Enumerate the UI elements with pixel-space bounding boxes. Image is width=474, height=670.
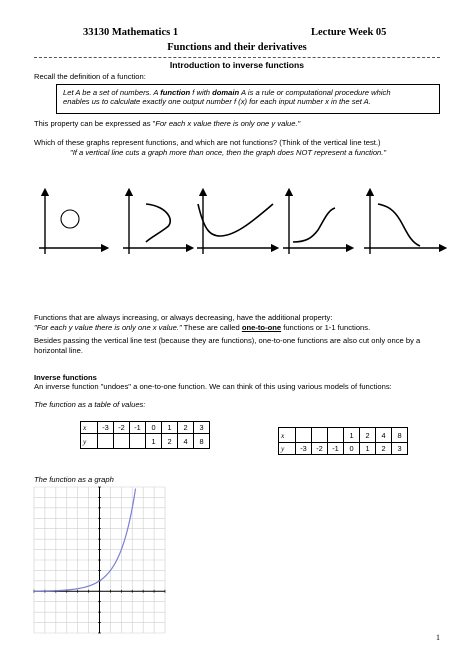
inverse-text: An inverse function "undoes" a one-to-one function. We can think of this using various models of functions:: [34, 382, 392, 391]
table-row-x: [81, 422, 210, 434]
table-cell: 8: [392, 428, 408, 443]
definition-box: [56, 84, 440, 114]
besides-line-1: Besides passing the vertical line test (because they are functions), one-to-one functions are also cut only once by a: [34, 336, 421, 345]
page-number: 1: [436, 633, 440, 642]
always-text: Functions that are always increasing, or always decreasing, have the additional property:: [34, 313, 333, 322]
definition-line-2: enables us to calculate exactly one output number f (x) for each input number x in the set A.: [63, 97, 371, 107]
table-cell: -2: [114, 422, 130, 434]
table-cell: -3: [296, 443, 312, 455]
doc-subtitle: Functions and their derivatives: [167, 42, 307, 53]
vertical-line-test: "If a vertical line cuts a graph more than once, then the graph does NOT represent a function.": [70, 148, 387, 157]
u-curve-graph: [197, 192, 275, 254]
exponential-graph: [32, 485, 167, 635]
property-text: This property can be expressed as "For each x value there is only one y value.": [34, 119, 301, 128]
table-cell: -3: [98, 422, 114, 434]
increasing-curve-graph: [283, 192, 350, 254]
table-cell: [130, 434, 146, 449]
table-cell: 1: [162, 422, 178, 434]
table-cell: 2: [162, 434, 178, 449]
table-cell: 3: [194, 422, 210, 434]
table-cell: 1: [146, 434, 162, 449]
table-cell: [328, 428, 344, 443]
one-to-one-text: "For each y value there is only one x value." These are called one-to-one functions or 1-1 functions.: [34, 323, 371, 332]
table-cell: -1: [328, 443, 344, 455]
x-label: x: [81, 422, 98, 434]
recall-text: Recall the definition of a function:: [34, 72, 146, 81]
course-title: 33130 Mathematics 1: [83, 27, 179, 38]
table-cell: 1: [344, 428, 360, 443]
y-label: y: [279, 443, 296, 455]
inverse-table: [278, 427, 408, 455]
besides-line-2: horizontal line.: [34, 346, 83, 355]
table-cell: [114, 434, 130, 449]
table-cell: 2: [376, 443, 392, 455]
table-cell: 3: [392, 443, 408, 455]
x-label: x: [279, 428, 296, 443]
y-label: y: [81, 434, 98, 449]
table-cell: 4: [376, 428, 392, 443]
table-caption: The function as a table of values:: [34, 400, 146, 409]
function-sketches: [30, 186, 460, 266]
table-cell: 2: [360, 428, 376, 443]
table-cell: 2: [178, 422, 194, 434]
exponential-curve: [34, 489, 136, 592]
inverse-heading: Inverse functions: [34, 373, 97, 382]
table-cell: [312, 428, 328, 443]
table-cell: [296, 428, 312, 443]
graph-caption: The function as a graph: [34, 475, 114, 484]
table-row-x: [279, 428, 408, 443]
table-cell: -1: [130, 422, 146, 434]
table-cell: 1: [360, 443, 376, 455]
table-cell: -2: [312, 443, 328, 455]
lecture-label: Lecture Week 05: [311, 27, 387, 38]
header-divider: [34, 57, 440, 58]
function-table: [80, 421, 210, 449]
table-cell: [98, 434, 114, 449]
table-cell: 0: [146, 422, 162, 434]
c-curve-graph: [123, 192, 190, 254]
table-row-y: [279, 443, 408, 455]
table-cell: 0: [344, 443, 360, 455]
section-title: Introduction to inverse functions: [169, 60, 305, 70]
decreasing-curve-graph: [364, 192, 443, 254]
circle-graph: [39, 192, 105, 254]
which-question: Which of these graphs represent functions, and which are not functions? (Think of the vertical line test.): [34, 138, 381, 147]
table-cell: 8: [194, 434, 210, 449]
table-row-y: [81, 434, 210, 449]
definition-line-1: Let A be a set of numbers. A function f with domain A is a rule or computational procedure which: [63, 88, 391, 97]
table-cell: 4: [178, 434, 194, 449]
